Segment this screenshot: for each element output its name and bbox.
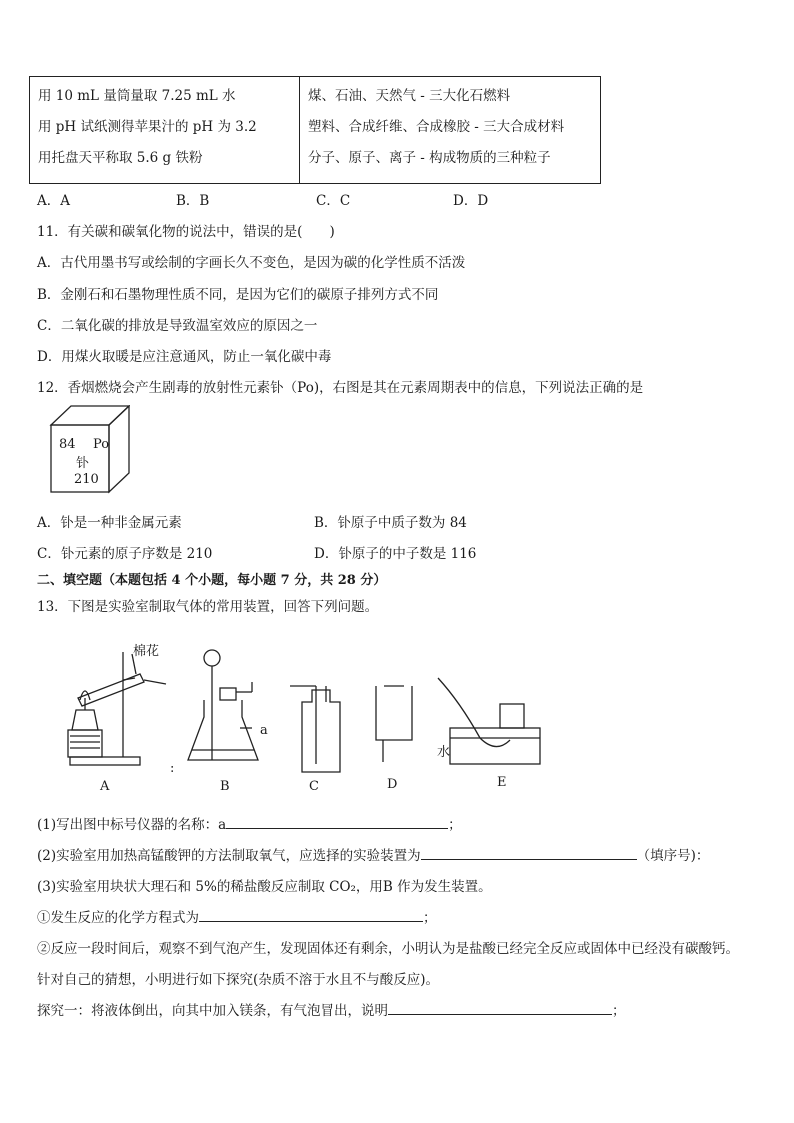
q13-stem: 13．下图是实验室制取气体的常用装置，回答下列问题。	[37, 599, 379, 615]
q13-part1-end: ；	[448, 817, 462, 833]
q13-part2-end: （填序号)：	[636, 848, 710, 864]
label-E: E	[497, 775, 507, 790]
q13-part7-end: ；	[612, 1003, 626, 1019]
answer-blank[interactable]	[421, 845, 637, 860]
answer-blank[interactable]	[199, 907, 423, 922]
q13-part4-text: ①发生反应的化学方程式为	[37, 910, 199, 926]
element-mass: 210	[74, 472, 99, 487]
q13-part6: 针对自己的猜想，小明进行如下探究(杂质不溶于水且不与酸反应)。	[37, 972, 440, 988]
q13-part1-text: (1)写出图中标号仪器的名称：a	[37, 817, 227, 833]
q13-part4-end: ；	[423, 910, 437, 926]
q11-option-a: A．古代用墨书写或绘制的字画长久不变色，是因为碳的化学性质不活泼	[37, 255, 466, 271]
label-D: D	[387, 777, 398, 792]
q11-option-c: C．二氧化碳的排放是导致温室效应的原因之一	[37, 318, 318, 334]
q13-part1	[37, 813, 462, 833]
section-heading: 二、填空题（本题包括 4 个小题，每小题 7 分，共 28 分）	[37, 573, 387, 588]
answer-blank[interactable]	[388, 1000, 612, 1015]
table-cell-right	[300, 77, 601, 184]
q13-part7-text: 探究一：将液体倒出，向其中加入镁条，有气泡冒出，说明	[37, 1003, 388, 1019]
table-line: 用 10 mL 量筒量取 7.25 mL 水	[38, 88, 236, 104]
q12-option-d: D．钋原子的中子数是 116	[314, 546, 477, 562]
label-A: A	[100, 779, 110, 794]
q10-option-a: A．A	[37, 193, 70, 209]
q13-part3: (3)实验室用块状大理石和 5%的稀盐酸反应制取 CO₂，用B 作为发生装置。	[37, 879, 492, 895]
table-line: 煤、石油、天然气 - 三大化石燃料	[308, 88, 511, 104]
options-table	[29, 76, 601, 184]
label-B: B	[220, 779, 230, 794]
q10-option-b: B．B	[176, 193, 210, 209]
q13-part5: ②反应一段时间后，观察不到气泡产生，发现固体还有剩余，小明认为是盐酸已经完全反应或固体中已经没有碳酸钙。	[37, 941, 739, 957]
answer-blank[interactable]	[226, 814, 448, 829]
label-water: 水	[437, 745, 451, 760]
label-C: C	[309, 779, 319, 794]
table-line: 分子、原子、离子 - 构成物质的三种粒子	[308, 150, 551, 166]
table-line: 塑料、合成纤维、合成橡胶 - 三大合成材料	[308, 119, 565, 135]
q11-option-d: D．用煤火取暖是应注意通风，防止一氧化碳中毒	[37, 349, 332, 365]
q12-option-b: B．钋原子中质子数为 84	[314, 515, 467, 531]
q13-part7	[37, 999, 626, 1019]
label-a: a	[260, 723, 268, 738]
q13-part4	[37, 906, 437, 926]
label-dot: :	[170, 761, 175, 776]
q12-stem: 12．香烟燃烧会产生剧毒的放射性元素钋（Po)，右图是其在元素周期表中的信息，下列说法正确的是	[37, 380, 644, 396]
element-symbol: Po	[93, 437, 110, 452]
element-atomic-number: 84	[59, 437, 76, 452]
table-line: 用托盘天平称取 5.6 g 铁粉	[38, 150, 203, 166]
table-cell-left	[30, 77, 300, 184]
element-name: 钋	[76, 456, 90, 471]
q12-option-c: C．钋元素的原子序数是 210	[37, 546, 213, 562]
table-line: 用 pH 试纸测得苹果汁的 pH 为 3.2	[38, 119, 257, 135]
q10-option-c: C．C	[316, 193, 351, 209]
q11-option-b: B．金刚石和石墨物理性质不同，是因为它们的碳原子排列方式不同	[37, 287, 439, 303]
q10-option-d: D．D	[453, 193, 489, 209]
q12-option-a: A．钋是一种非金属元素	[37, 515, 182, 531]
q11-stem: 11．有关碳和碳氧化物的说法中，错误的是( )	[37, 224, 335, 240]
label-cotton: 棉花	[133, 644, 160, 659]
lab-apparatus-figure	[40, 632, 600, 802]
q13-part2	[37, 844, 709, 864]
q13-part2-text: (2)实验室用加热高锰酸钾的方法制取氧气，应选择的实验装置为	[37, 848, 421, 864]
